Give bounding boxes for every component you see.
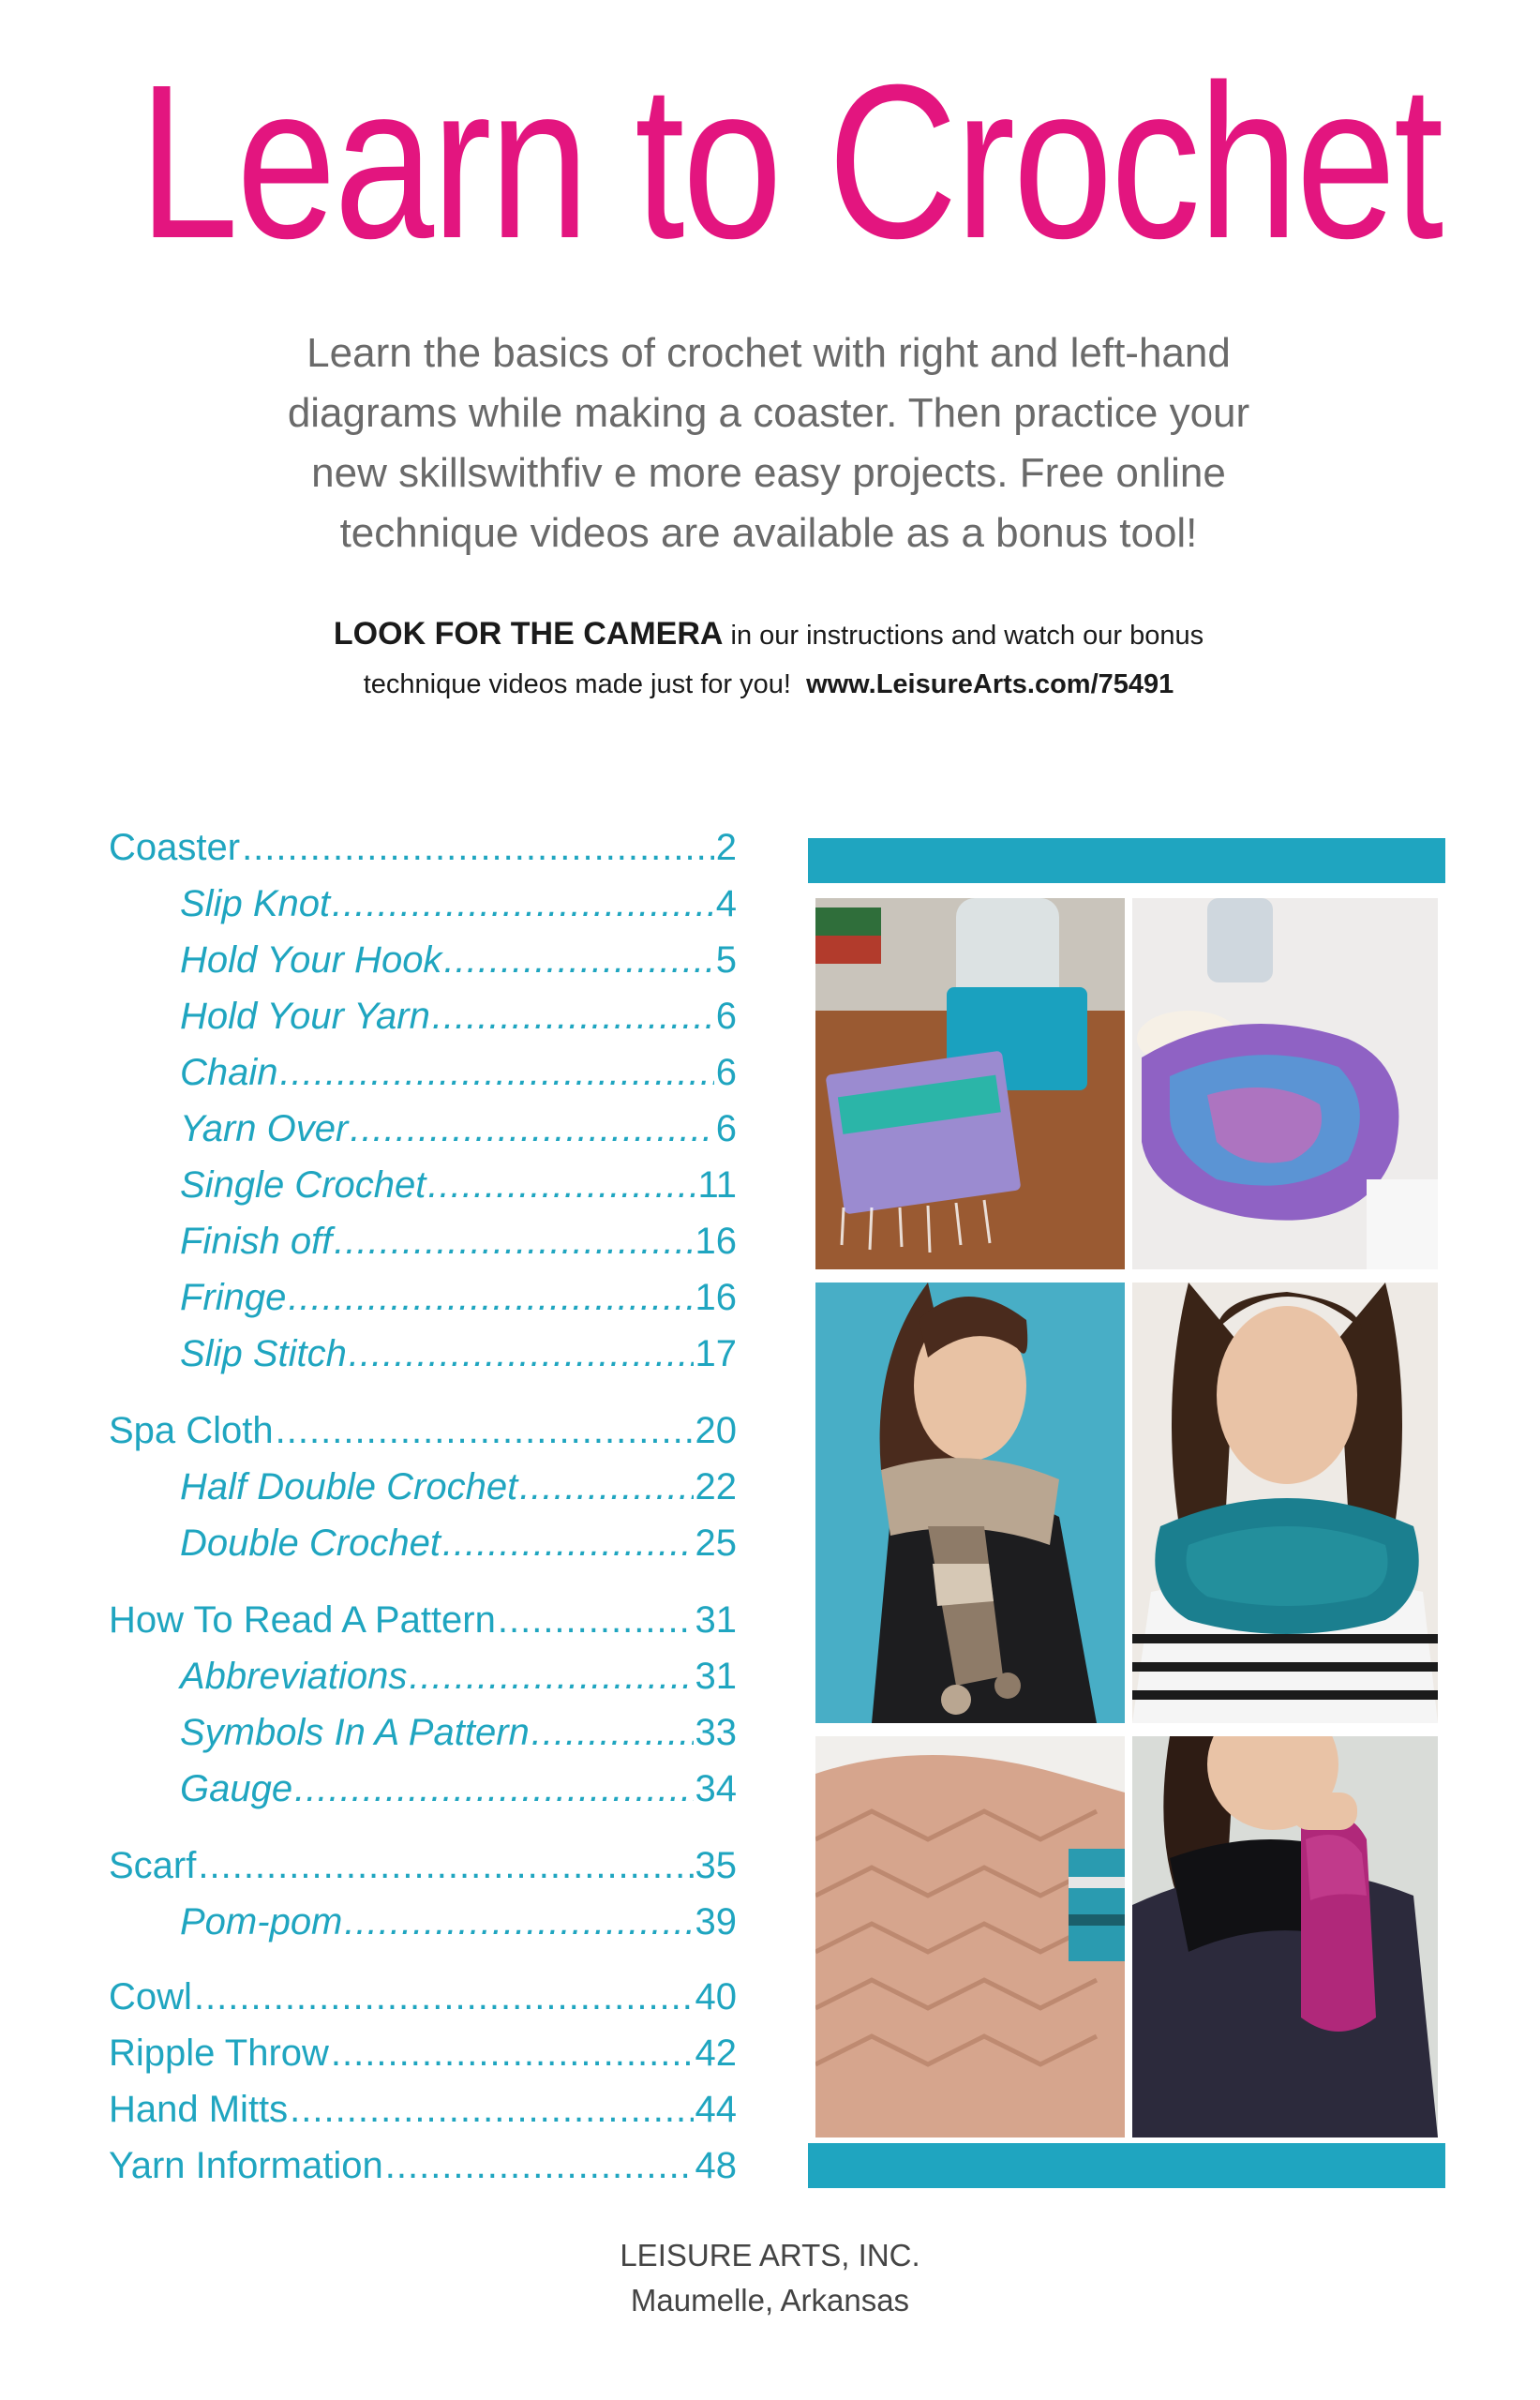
toc-page: 22 bbox=[695, 1466, 737, 1508]
toc-entry-ripple-throw[interactable] bbox=[109, 2032, 737, 2083]
toc-page: 16 bbox=[695, 1277, 737, 1318]
dot-leader bbox=[280, 1052, 714, 1094]
project-photo-panel bbox=[808, 838, 1445, 2188]
toc-entry-coaster[interactable] bbox=[109, 827, 737, 878]
toc-page: 17 bbox=[695, 1333, 737, 1374]
toc-page: 40 bbox=[695, 1976, 737, 2018]
dot-leader bbox=[288, 1277, 693, 1319]
toc-page: 20 bbox=[695, 1410, 737, 1451]
toc-label: Hand Mitts bbox=[109, 2089, 289, 2130]
toc-label: Single Crochet bbox=[180, 1164, 426, 1206]
accent-bar-top bbox=[808, 838, 1445, 883]
toc-page: 11 bbox=[697, 1164, 737, 1206]
dot-leader bbox=[334, 1221, 693, 1263]
dot-leader bbox=[332, 883, 714, 925]
toc-label: Ripple Throw bbox=[109, 2032, 329, 2074]
dot-leader bbox=[198, 1845, 693, 1887]
toc-entry-finish-off[interactable] bbox=[180, 1221, 737, 1271]
dot-leader bbox=[344, 1901, 693, 1943]
toc-label: Chain bbox=[180, 1052, 278, 1093]
camera-callout-text-2: technique videos made just for you! bbox=[363, 669, 791, 699]
toc-entry-how-to-read-a-pattern[interactable] bbox=[109, 1599, 737, 1650]
toc-page: 6 bbox=[715, 1052, 737, 1093]
page-title: Learn to Crochet bbox=[138, 38, 1442, 284]
toc-entry-yarn-information[interactable] bbox=[109, 2145, 737, 2196]
scarf-photo bbox=[815, 1282, 1125, 1723]
dot-leader bbox=[519, 1466, 693, 1508]
intro-line: Learn the basics of crochet with right and left-hand bbox=[307, 330, 1231, 376]
dot-leader bbox=[294, 1768, 693, 1810]
coasters-photo bbox=[815, 898, 1125, 1269]
toc-page: 39 bbox=[695, 1901, 737, 1942]
toc-entry-abbreviations[interactable] bbox=[180, 1656, 737, 1706]
dot-leader bbox=[276, 1410, 694, 1452]
dot-leader bbox=[242, 827, 714, 869]
toc-entry-hold-your-hook[interactable] bbox=[180, 939, 737, 990]
toc-page: 33 bbox=[695, 1712, 737, 1753]
toc-label: Yarn Information bbox=[109, 2145, 383, 2186]
toc-page: 16 bbox=[695, 1221, 737, 1262]
publisher-footer bbox=[0, 2233, 1540, 2323]
toc-entry-symbols-in-a-pattern[interactable] bbox=[180, 1712, 737, 1762]
toc-page: 2 bbox=[715, 827, 737, 868]
dot-leader bbox=[194, 1976, 694, 2018]
toc-entry-hand-mitts[interactable] bbox=[109, 2089, 737, 2139]
publisher-name: LEISURE ARTS, INC. bbox=[620, 2238, 920, 2272]
toc-label: Symbols In A Pattern bbox=[180, 1712, 530, 1753]
cowl-photo bbox=[1132, 1282, 1438, 1723]
toc-entry-pom-pom[interactable] bbox=[180, 1901, 737, 1952]
toc-entry-double-crochet[interactable] bbox=[180, 1522, 737, 1573]
toc-entry-gauge[interactable] bbox=[180, 1768, 737, 1819]
dot-leader bbox=[531, 1712, 694, 1754]
toc-label: Pom-pom bbox=[180, 1901, 343, 1942]
toc-entry-half-double-crochet[interactable] bbox=[180, 1466, 737, 1517]
toc-entry-cowl[interactable] bbox=[109, 1976, 737, 2027]
toc-page: 42 bbox=[695, 2032, 737, 2074]
toc-page: 48 bbox=[695, 2145, 737, 2186]
intro-line: diagrams while making a coaster. Then practice your bbox=[287, 390, 1250, 436]
intro-paragraph bbox=[216, 323, 1322, 563]
toc-entry-chain[interactable] bbox=[180, 1052, 737, 1102]
spa-cloth-photo bbox=[1132, 898, 1438, 1269]
toc-label: Half Double Crochet bbox=[180, 1466, 518, 1508]
toc-label: Hold Your Yarn bbox=[180, 996, 430, 1037]
dot-leader bbox=[498, 1599, 694, 1642]
intro-line: technique videos are available as a bonus tool! bbox=[339, 510, 1198, 556]
toc-page: 34 bbox=[695, 1768, 737, 1809]
toc-label: Hold Your Hook bbox=[180, 939, 442, 981]
toc-label: How To Read A Pattern bbox=[109, 1599, 496, 1641]
ripple-throw-photo bbox=[815, 1736, 1125, 2138]
toc-label: Coaster bbox=[109, 827, 241, 868]
dot-leader bbox=[349, 1333, 694, 1375]
toc-label: Double Crochet bbox=[180, 1522, 441, 1564]
hand-mitts-photo bbox=[1132, 1736, 1438, 2138]
toc-label: Scarf bbox=[109, 1845, 197, 1886]
intro-line: new skillswithfiv e more easy projects. Free online bbox=[311, 450, 1226, 496]
toc-label: Slip Knot bbox=[180, 883, 331, 924]
toc-label: Finish off bbox=[180, 1221, 333, 1262]
toc-entry-spa-cloth[interactable] bbox=[109, 1410, 737, 1461]
toc-page: 25 bbox=[695, 1522, 737, 1564]
dot-leader bbox=[432, 996, 714, 1038]
toc-page: 35 bbox=[695, 1845, 737, 1886]
toc-label: Yarn Over bbox=[180, 1108, 349, 1149]
toc-entry-fringe[interactable] bbox=[180, 1277, 737, 1328]
dot-leader bbox=[385, 2145, 694, 2187]
dot-leader bbox=[443, 939, 713, 982]
toc-label: Gauge bbox=[180, 1768, 293, 1809]
toc-label: Slip Stitch bbox=[180, 1333, 347, 1374]
toc-page: 31 bbox=[695, 1599, 737, 1641]
toc-entry-hold-your-yarn[interactable] bbox=[180, 996, 737, 1046]
toc-entry-slip-stitch[interactable] bbox=[180, 1333, 737, 1384]
toc-entry-scarf[interactable] bbox=[109, 1845, 737, 1896]
toc-page: 5 bbox=[715, 939, 737, 981]
dot-leader bbox=[442, 1522, 694, 1565]
toc-page: 31 bbox=[695, 1656, 737, 1697]
toc-entry-yarn-over[interactable] bbox=[180, 1108, 737, 1159]
dot-leader bbox=[331, 2032, 694, 2075]
toc-label: Spa Cloth bbox=[109, 1410, 274, 1451]
toc-page: 44 bbox=[695, 2089, 737, 2130]
dot-leader bbox=[427, 1164, 695, 1207]
camera-callout bbox=[187, 609, 1350, 709]
dot-leader bbox=[290, 2089, 693, 2131]
toc-entry-slip-knot[interactable] bbox=[180, 883, 737, 934]
toc-page: 6 bbox=[715, 1108, 737, 1149]
camera-callout-lead: LOOK FOR THE CAMERA bbox=[333, 616, 724, 652]
toc-page: 4 bbox=[715, 883, 737, 924]
website-link[interactable]: www.LeisureArts.com/75491 bbox=[806, 669, 1174, 699]
toc-label: Fringe bbox=[180, 1277, 287, 1318]
dot-leader bbox=[350, 1108, 713, 1150]
toc-label: Cowl bbox=[109, 1976, 192, 2018]
camera-callout-text: in our instructions and watch our bonus bbox=[723, 621, 1204, 651]
dot-leader bbox=[409, 1656, 693, 1698]
toc-entry-single-crochet[interactable] bbox=[180, 1164, 737, 1215]
publisher-location: Maumelle, Arkansas bbox=[630, 2283, 910, 2318]
toc-page: 6 bbox=[715, 996, 737, 1037]
accent-bar-bottom bbox=[808, 2143, 1445, 2188]
toc-label: Abbreviations bbox=[180, 1656, 408, 1697]
